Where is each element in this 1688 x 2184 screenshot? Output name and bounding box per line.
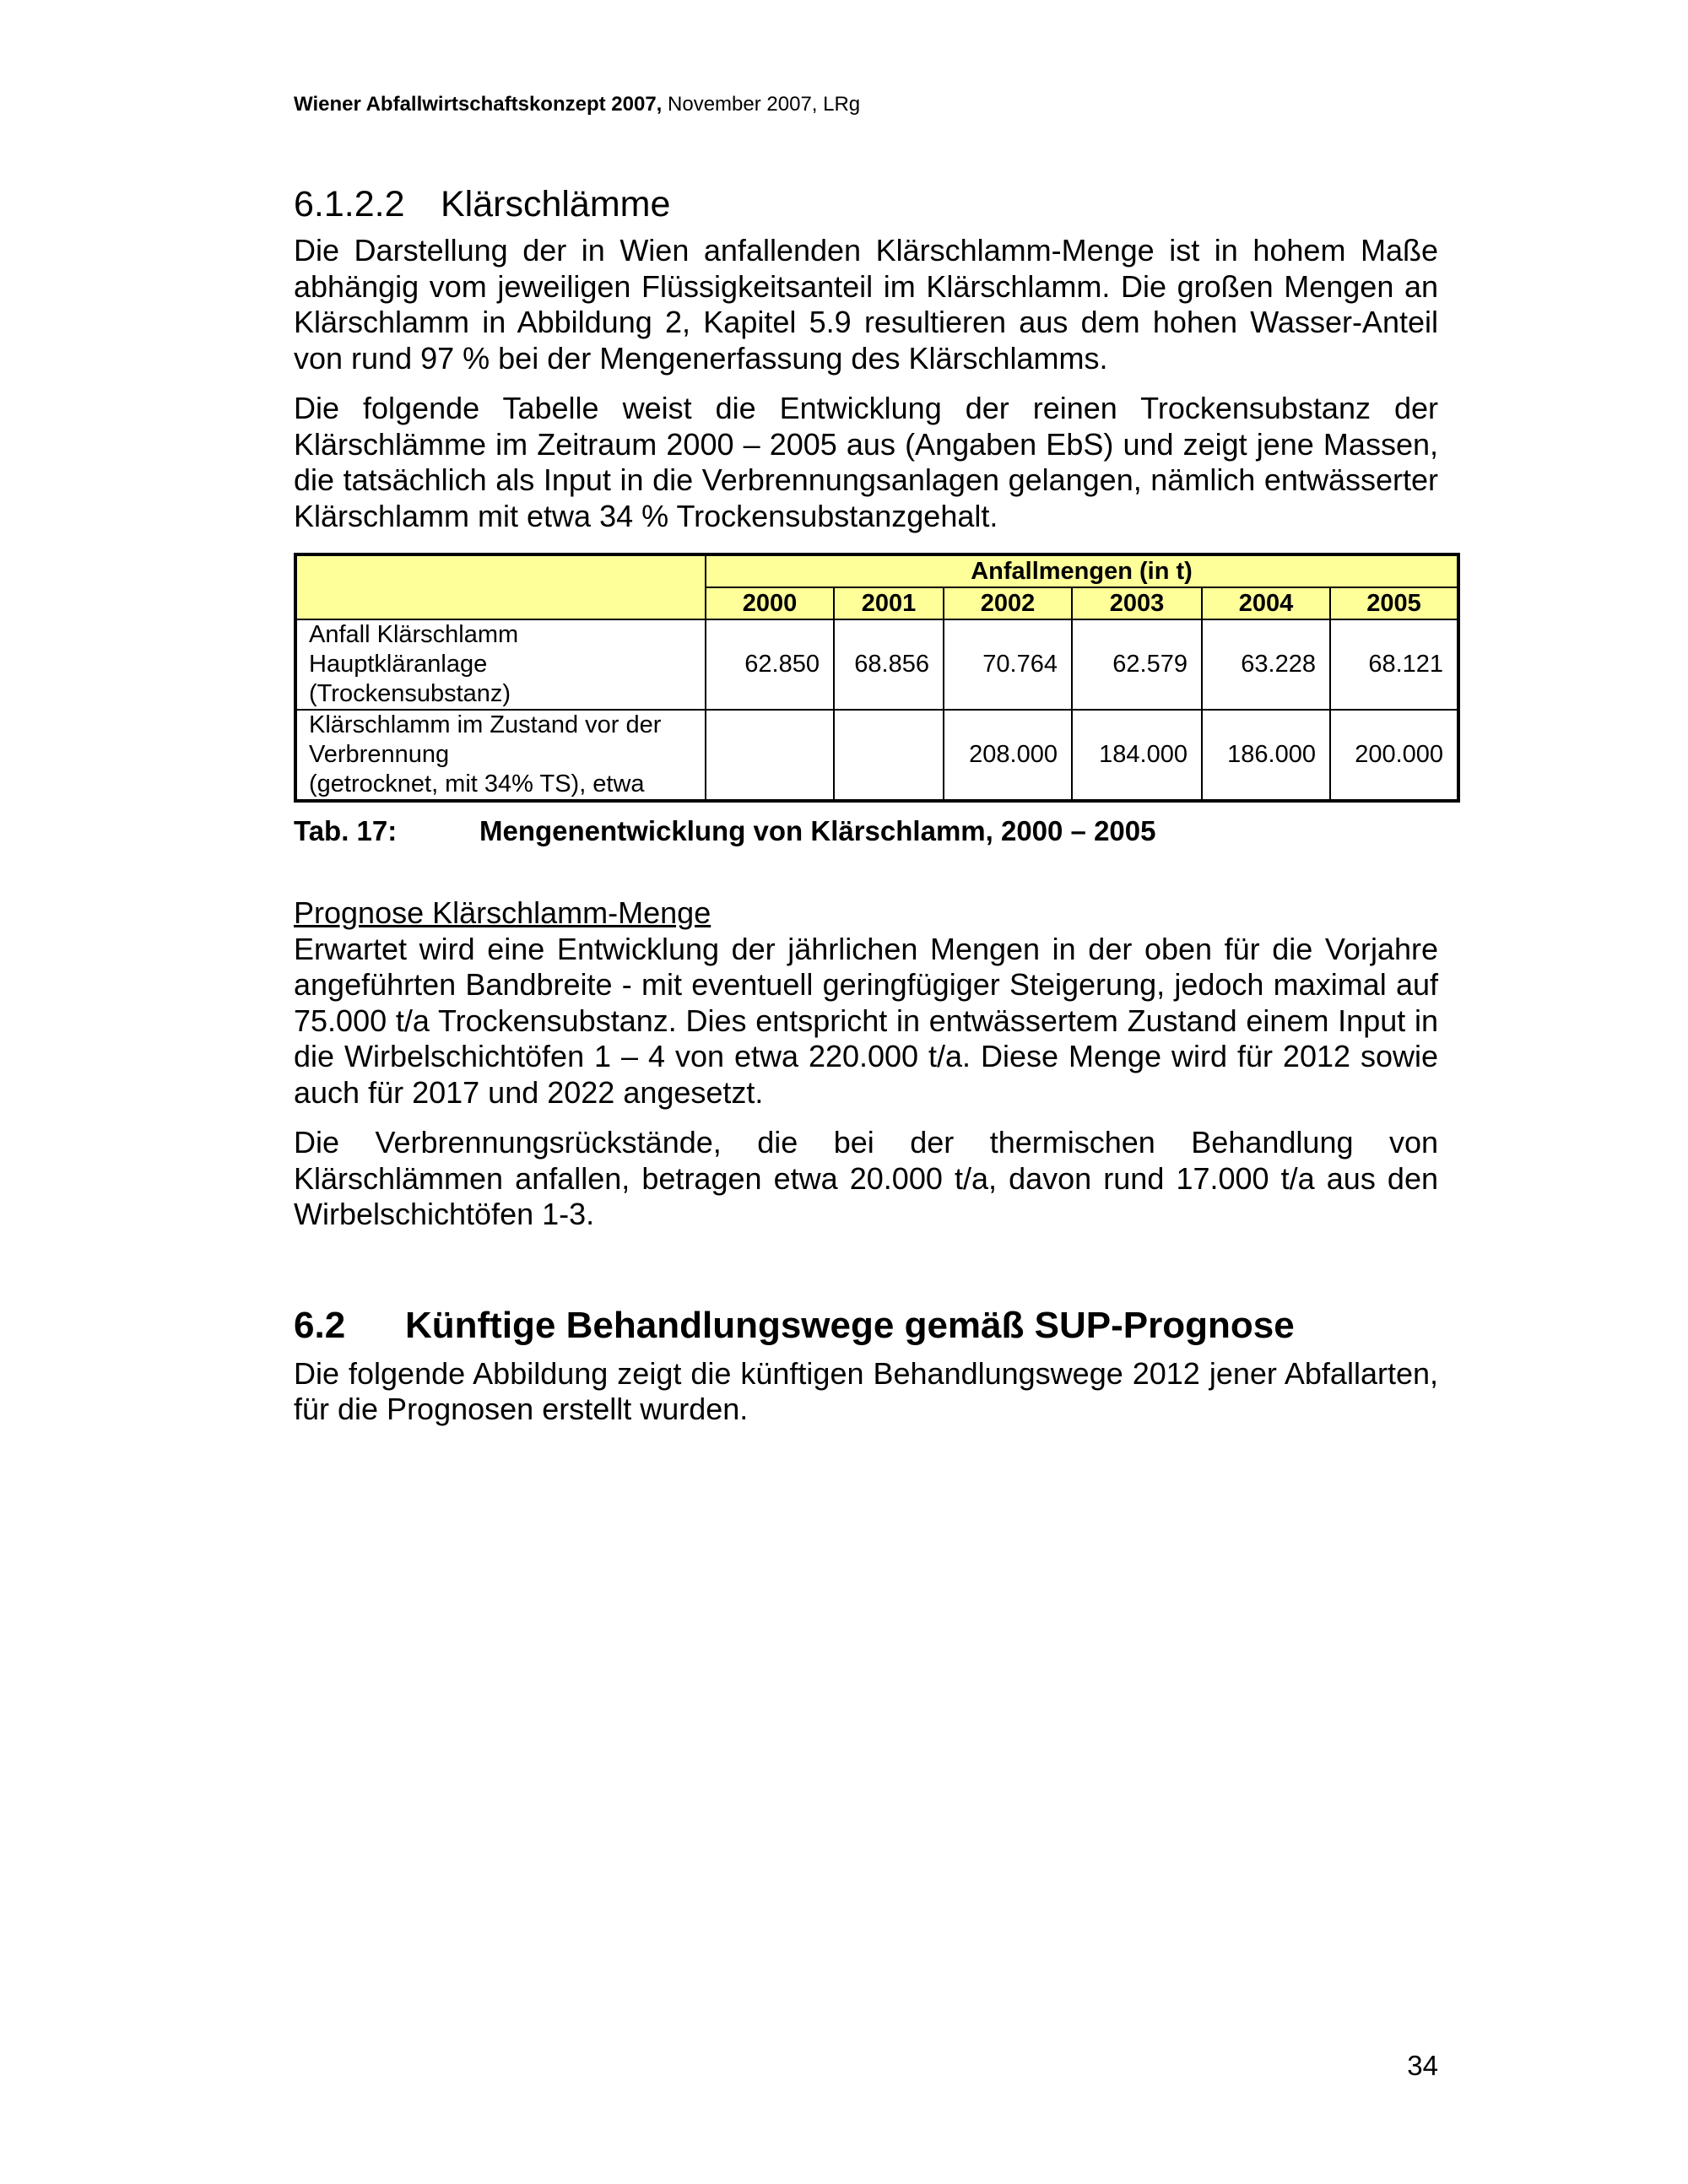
paragraph: Die folgende Abbildung zeigt die künftigen Behandlungswege 2012 jener Abfallarten, für die Prognosen erstellt wurden. <box>294 1355 1438 1426</box>
paragraph: Die folgende Tabelle weist die Entwicklung der reinen Trockensubstanz der Klärschlämme im Zeitraum 2000 – 2005 aus (Angaben EbS) und zeigt jene Massen, die tatsächlich als Input in die Verbrennungsanlagen gelangen, nämlich entwässerter Klärschlamm mit etwa 34 % Trockensubstanzgehalt. <box>294 391 1438 533</box>
caption-text: Mengenentwicklung von Klärschlamm, 2000 – 2005 <box>479 815 1156 846</box>
table-cell: 200.000 <box>1330 710 1458 801</box>
subheading-prognose: Prognose Klärschlamm-Menge <box>294 895 711 930</box>
year-header: 2002 <box>944 587 1072 619</box>
row-label-line: Verbrennung <box>309 741 450 768</box>
table-cell: 62.850 <box>706 619 834 710</box>
page-number: 34 <box>1407 2050 1438 2081</box>
table-cell: 68.856 <box>834 619 944 710</box>
table-cell: 70.764 <box>944 619 1072 710</box>
table-cell <box>834 710 944 801</box>
row-label <box>295 619 706 710</box>
table-cell <box>706 710 834 801</box>
row-label <box>295 710 706 801</box>
row-label-line: Anfall Klärschlamm <box>309 621 519 648</box>
section-title: Klärschlämme <box>441 184 671 224</box>
table-cell: 63.228 <box>1202 619 1330 710</box>
row-label-line: Klärschlamm im Zustand vor der <box>309 711 662 738</box>
table-caption <box>294 814 1438 848</box>
section-number: 6.2 <box>294 1304 346 1346</box>
table-cell: 68.121 <box>1330 619 1458 710</box>
table-row <box>295 710 1458 801</box>
section-title: Künftige Behandlungswege gemäß SUP-Prognose <box>405 1304 1295 1346</box>
year-header: 2004 <box>1202 587 1330 619</box>
row-label-line: (getrocknet, mit 34% TS), etwa <box>309 770 645 797</box>
table-cell: 208.000 <box>944 710 1072 801</box>
year-header: 2003 <box>1072 587 1202 619</box>
year-header: 2000 <box>706 587 834 619</box>
paragraph: Erwartet wird eine Entwicklung der jährlichen Mengen in der oben für die Vorjahre angeführten Bandbreite - mit eventuell geringfügiger Steigerung, jedoch maximal auf 75.000 t/a Trockensubstanz. Dies entspricht in entwässertem Zustand einem Input in die Wirbelschichtöfen 1 – 4 von etwa 220.000 t/a. Diese Menge wird für 2012 sowie auch für 2017 und 2022 angesetzt. <box>294 931 1438 1110</box>
page-content <box>294 179 1444 1428</box>
year-header: 2001 <box>834 587 944 619</box>
table-cell: 184.000 <box>1072 710 1202 801</box>
header-title: Wiener Abfallwirtschaftskonzept 2007, <box>294 93 663 116</box>
table-cell: 62.579 <box>1072 619 1202 710</box>
running-header <box>294 91 860 118</box>
table-row <box>295 619 1458 710</box>
section-heading-6122 <box>294 179 1438 230</box>
table-header-row <box>295 554 1458 587</box>
table-group-header: Anfallmengen (in t) <box>706 554 1458 587</box>
section-number: 6.1.2.2 <box>294 184 405 224</box>
table-corner-cell <box>295 554 706 619</box>
paragraph: Die Darstellung der in Wien anfallenden Klärschlamm-Menge ist in hohem Maße abhängig vom jeweiligen Flüssigkeitsanteil im Klärschlamm. Die großen Mengen an Klärschlamm in Abbildung 2, Kapitel 5.9 resultieren aus dem hohen Wasser-Anteil von rund 97 % bei der Mengenerfassung des Klärschlamms. <box>294 233 1438 376</box>
caption-number: Tab. 17: <box>294 815 398 846</box>
year-header: 2005 <box>1330 587 1458 619</box>
paragraph: Die Verbrennungsrückstände, die bei der thermischen Behandlung von Klärschlämmen anfallen, betragen etwa 20.000 t/a, davon rund 17.000 t/a aus den Wirbelschichtöfen 1-3. <box>294 1125 1438 1231</box>
table-cell: 186.000 <box>1202 710 1330 801</box>
row-label-line: (Trockensubstanz) <box>309 680 511 707</box>
header-date-author: November 2007, LRg <box>662 93 861 116</box>
section-heading-62 <box>294 1300 1438 1351</box>
row-label-line: Hauptkläranlage <box>309 651 488 678</box>
sludge-quantity-table <box>294 553 1460 803</box>
